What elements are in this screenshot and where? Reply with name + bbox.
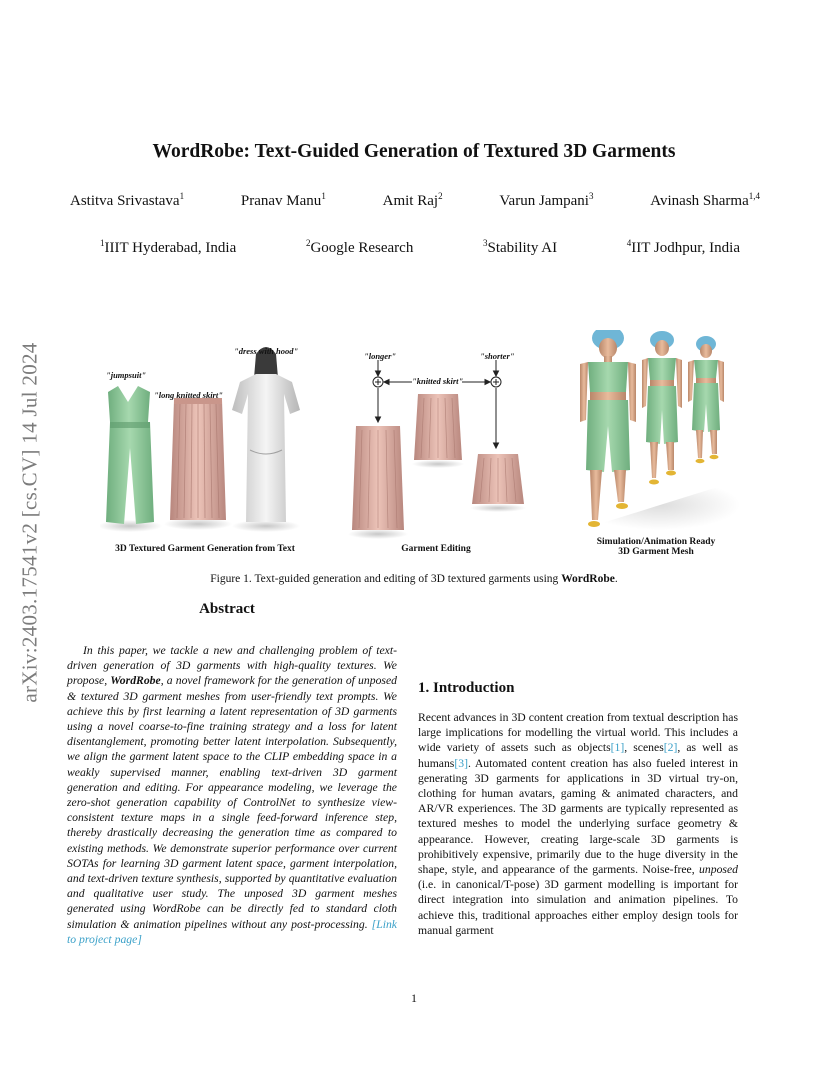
prompt-long-knitted-skirt: "long knitted skirt" (154, 390, 223, 400)
prompt-shorter: "shorter" (480, 351, 515, 361)
prompt-longer: "longer" (364, 351, 397, 361)
author-list (70, 193, 760, 210)
citation[interactable]: [2] (663, 741, 678, 755)
prompt-dress-with-hood: "dress with hood" (234, 346, 299, 356)
affiliation-list (100, 240, 740, 257)
prompt-knitted-skirt: "knitted skirt" (412, 376, 464, 386)
abstract-heading: Abstract (199, 601, 255, 617)
abstract-body: In this paper, we tackle a new and challenging problem of text-driven generation of 3D garments with high-quality textures. We propose, WordRobe, a novel framework for the generation of unposed & textured 3D garment meshes from user-friendly text prompts. We achieve this by first learning a latent representation of 3D garments using a novel coarse-to-fine training strategy and a loss for latent disentanglement, promoting better latent interpolation. Subsequently, we align the garment latent space to the CLIP embedding space in a weakly supervised manner, enabling text-driven 3D garment generation and editing. For appearance modeling, we leverage the zero-shot generation capability of ControlNet to synthesize view-consistent texture maps in a single feed-forward inference step, thereby drastically decreasing the generation time as compared to existing methods. We demonstrate superior performance over current SOTAs for learning 3D garment latent space, garment interpolation, and text-driven texture synthesis, supported by quantitative evaluation and qualitative user study. The unposed 3D garment meshes generated using WordRobe can be directly fed to standard cloth simulation & animation pipelines without any post-processing. [Link to project page] (67, 644, 397, 946)
affiliation: $^2$Google Research (305, 238, 414, 256)
arxiv-stamp: arXiv:2403.17541v2 [cs.CV] 14 Jul 2024 (17, 342, 42, 703)
affiliation: $^4$IIT Jodhpur, India (626, 238, 740, 256)
figure-label-editing: Garment Editing (401, 544, 471, 554)
garment-skirt-original (412, 394, 464, 468)
author: Avinash Sharma$^{1,4}$ (650, 191, 760, 209)
page-number: 1 (411, 991, 417, 1005)
simulation-figures (580, 330, 740, 530)
paper-title: WordRobe: Text-Guided Generation of Textured 3D Garments (152, 141, 676, 162)
intro-heading: 1. Introduction (418, 680, 515, 696)
citation[interactable]: [1] (610, 741, 625, 755)
author: Pranav Manu$^1$ (240, 191, 326, 209)
figure-caption: Figure 1. Text-guided generation and editing of 3D textured garments using WordRobe. (210, 573, 618, 585)
intro-body: Recent advances in 3D content creation from textual description has large implications for modelling the virtual world. This includes a wide variety of assets such as objects[1], scenes[2], as well as humans[3]. Automated content creation has also fueled interest in generating 3D garments for applications in 3D virtual try-on, clothing for human avatars, gaming & animated characters, and AR/VR experiences. The 3D garments are typically represented as textured meshes to model the underlying surface geometry & appearance. However, creating large-scale 3D garments is prohibitively expensive, primarily due to the huge diversity in the shape, style, and appearance of the garments. Noise-free, unposed (i.e. in canonical/T-pose) 3D garment modelling is important for direct integration into simulation and animation pipelines. To achieve this, traditional approaches either employ design tools for manual garment (418, 711, 739, 937)
author: Varun Jampani$^3$ (499, 191, 594, 209)
figure-label-generation: 3D Textured Garment Generation from Text (115, 544, 295, 554)
figure-label-simulation: Simulation/Animation Ready 3D Garment Mesh (596, 537, 716, 557)
project-page-link[interactable]: [Link to project page] (67, 917, 397, 946)
prompt-jumpsuit: "jumpsuit" (106, 370, 147, 380)
affiliation: $^1$IIIT Hyderabad, India (100, 238, 237, 256)
figure-illustration (100, 330, 740, 560)
garment-jumpsuit (100, 386, 162, 532)
author: Astitva Srivastava$^1$ (70, 191, 185, 209)
garment-skirt-shorter (470, 454, 526, 512)
garment-long-knitted-skirt (164, 398, 232, 530)
affiliation: $^3$Stability AI (483, 238, 558, 256)
garment-dress-with-hood (232, 347, 300, 532)
figure-teaser (100, 330, 740, 560)
author: Amit Raj$^2$ (382, 191, 443, 209)
citation[interactable]: [3] (454, 756, 468, 770)
garment-skirt-longer (348, 426, 408, 539)
